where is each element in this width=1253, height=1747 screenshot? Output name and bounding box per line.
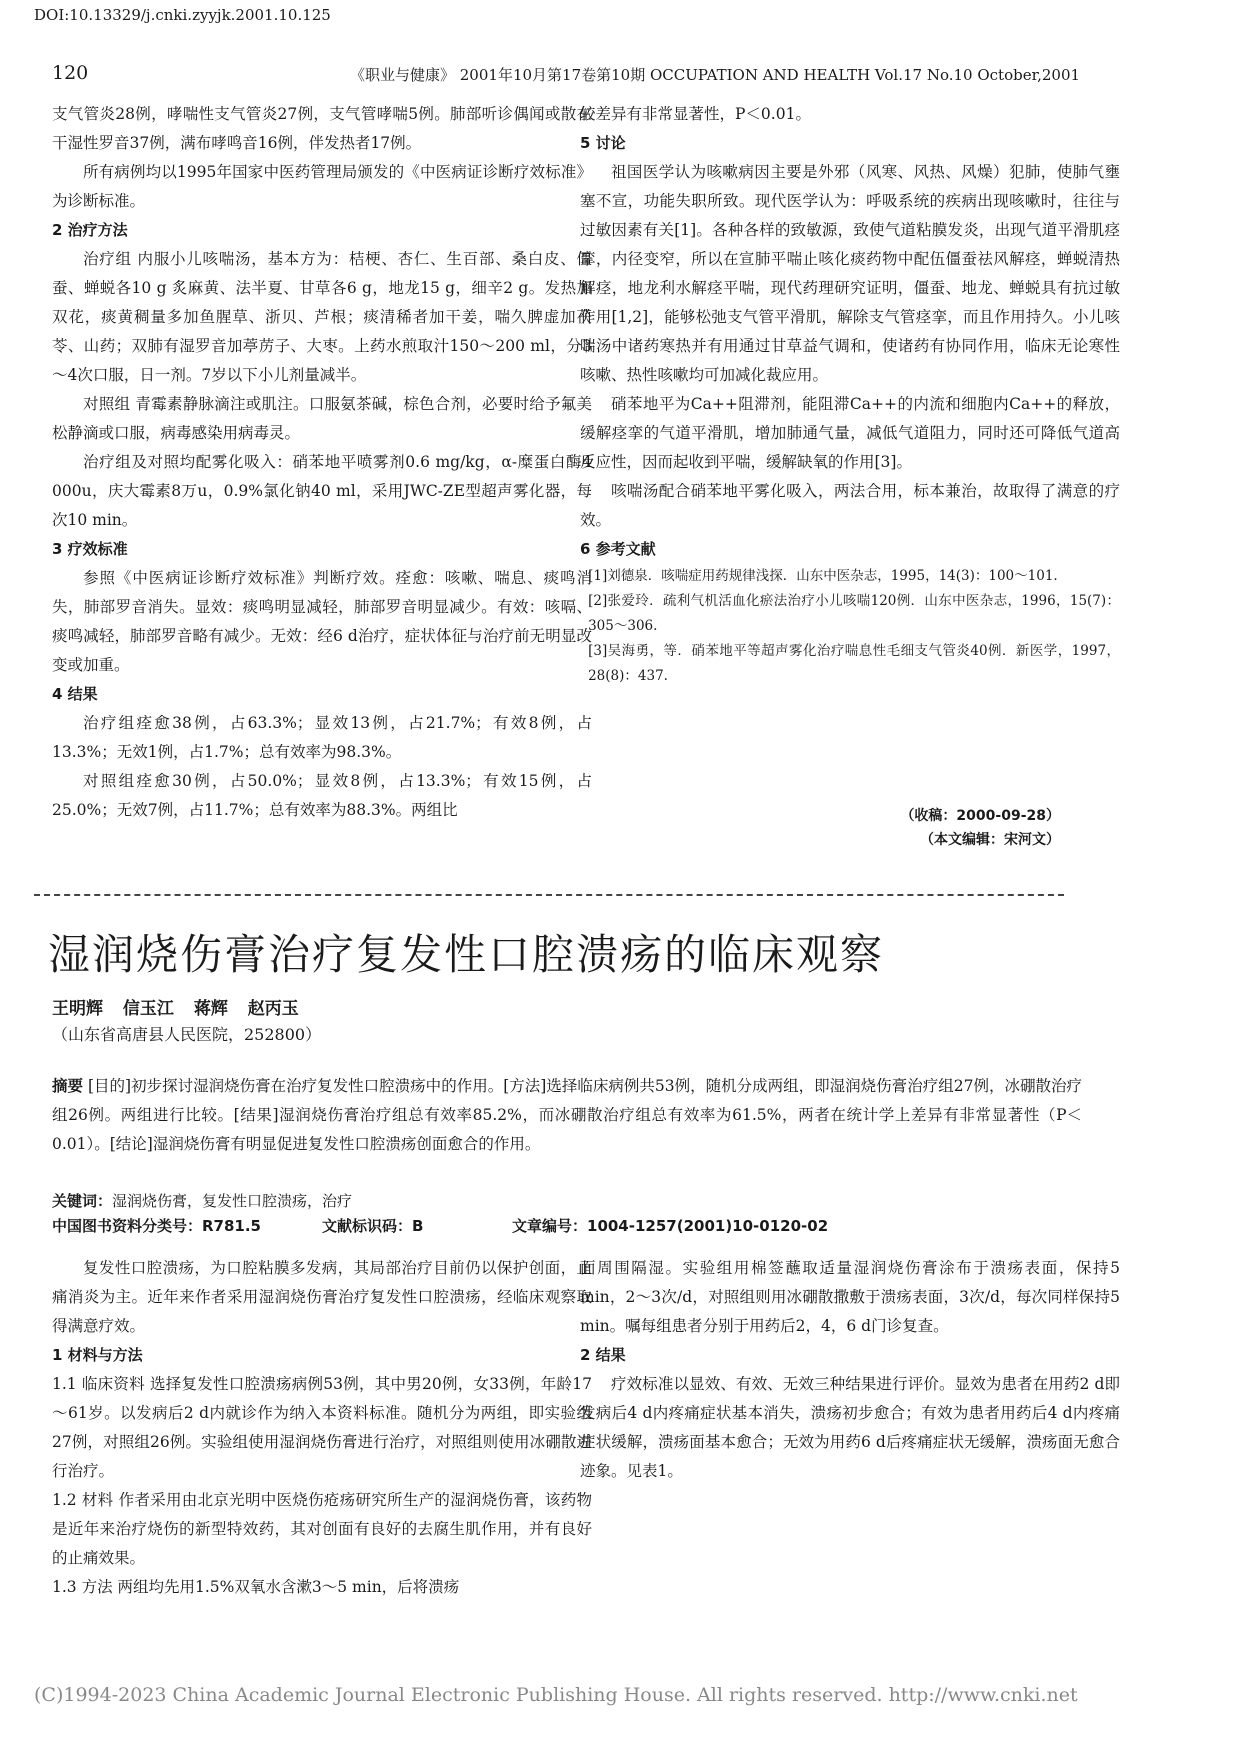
prev-article-right-column — [580, 100, 1120, 689]
abstract-text: [目的]初步探讨湿润烧伤膏在治疗复发性口腔溃疡中的作用。[方法]选择临床病例共53例，随机分成两组，即湿润烧伤膏治疗组27例，冰硼散治疗组26例。两组进行比较。[结果]湿润烧伤膏治疗组总有效率85.2%，而冰硼散治疗组总有效率为61.5%，两者在统计学上差异有非常显著性（P＜0.01）。[结论]湿润烧伤膏有明显促进复发性口腔溃疡创面愈合的作用。 — [52, 1077, 1082, 1153]
paragraph: 参照《中医病证诊断疗效标准》判断疗效。痊愈：咳嗽、喘息、痰鸣消失，肺部罗音消失。显效：痰鸣明显减轻，肺部罗音明显减少。有效：咳嗝、痰鸣减轻，肺部罗音略有减少。无效：经6 d治疗，症状体征与治疗前无明显改变或加重。 — [52, 569, 592, 674]
article-divider — [34, 894, 1064, 896]
section-heading: 4 结果 — [52, 685, 98, 703]
journal-header: 《职业与健康》 2001年10月第17卷第10期 OCCUPATION AND HEALTH Vol.17 No.10 October,2001 — [350, 66, 1081, 84]
page-number: 120 — [52, 62, 89, 84]
paragraph: 硝苯地平为Ca++阻滞剂，能阻滞Ca++的内流和细胞内Ca++的释放，缓解痉挛的气道平滑肌，增加肺通气量，减低气道阻力，同时还可降低气道高反应性，因而起收到平喘，缓解缺氧的作用[3]。 — [580, 395, 1120, 471]
paragraph: 较差异有非常显著性，P＜0.01。 — [580, 105, 811, 123]
paragraph: 对照组 青霉素静脉滴注或肌注。口服氨茶碱，棕色合剂，必要时给予氟美松静滴或口服，病毒感染用病毒灵。 — [52, 395, 592, 442]
section-heading: 1 材料与方法 — [52, 1346, 143, 1364]
paragraph: 治疗组痊愈38例，占63.3%；显效13例，占21.7%；有效8例，占13.3%；无效1例，占1.7%；总有效率为98.3%。 — [52, 714, 592, 761]
doc-code: 文献标识码：B — [322, 1217, 424, 1235]
section-heading: 6 参考文献 — [580, 540, 656, 558]
keywords-label: 关键词： — [52, 1192, 113, 1210]
clc-number: 中国图书资料分类号：R781.5 — [52, 1217, 261, 1235]
reference-item: [2]张爱玲．疏利气机活血化瘀法治疗小儿咳喘120例．山东中医杂志，1996，15(7)：305～306. — [588, 593, 1120, 634]
abstract — [52, 1072, 1082, 1159]
paragraph: 复发性口腔溃疡，为口腔粘膜多发病，其局部治疗目前仍以保护创面，止痛消炎为主。近年来作者采用湿润烧伤膏治疗复发性口腔溃疡，经临床观察取得满意疗效。 — [52, 1259, 592, 1335]
paragraph: 1.3 方法 两组均先用1.5%双氧水含漱3～5 min，后将溃疡 — [52, 1578, 460, 1596]
prev-article-left-column — [52, 100, 592, 825]
copyright-notice: (C)1994-2023 China Academic Journal Electronic Publishing House. All rights reserved. http://www.cnki.net — [34, 1684, 1078, 1706]
received-date: （收稿：2000-09-28） — [900, 808, 1060, 824]
keywords-text: 湿润烧伤膏，复发性口腔溃疡，治疗 — [112, 1192, 353, 1210]
section-heading: 5 讨论 — [580, 134, 626, 152]
paragraph: 所有病例均以1995年国家中医药管理局颁发的《中医病证诊断疗效标准》为诊断标准。 — [52, 163, 592, 210]
reference-item: [3]吴海勇，等．硝苯地平等超声雾化治疗喘息性毛细支气管炎40例．新医学，1997，28(8)：437. — [588, 643, 1120, 684]
paragraph: 祖国医学认为咳嗽病因主要是外邪（风寒、风热、风燥）犯肺，使肺气壅塞不宣，功能失职所致。现代医学认为：呼吸系统的疾病出现咳嗽时，往往与过敏因素有关[1]。各种各样的致敏源，致使气道粘膜发炎，出现气道平滑肌痉挛，内径变窄，所以在宣肺平喘止咳化痰药物中配伍僵蚕祛风解痉，蝉蜕清热解痉，地龙利水解痉平喘，现代药理研究证明，僵蚕、地龙、蝉蜕具有抗过敏作用[1,2]，能够松弛支气管平滑肌，解除支气管痉挛，而且作用持久。小儿咳喘汤中诸药寒热并有用通过甘草益气调和，使诸药有协同作用，临床无论寒性咳嗽、热性咳嗽均可加减化裁应用。 — [580, 163, 1120, 384]
affiliation: （山东省高唐县人民医院，252800） — [52, 1025, 322, 1044]
paragraph: 支气管炎28例，哮喘性支气管炎27例，支气管哮喘5例。肺部听诊偶闻或散在干湿性罗音37例，满布哮鸣音16例，伴发热者17例。 — [52, 105, 592, 152]
article-number: 文章编号：1004-1257(2001)10-0120-02 — [512, 1217, 829, 1235]
reference-item: [1]刘德泉．咳喘症用药规律浅探．山东中医杂志，1995，14(3)：100～101. — [588, 568, 1058, 584]
keywords — [52, 1190, 352, 1211]
paragraph: 咳喘汤配合硝苯地平雾化吸入，两法合用，标本兼治，故取得了满意的疗效。 — [580, 482, 1120, 529]
paragraph: 疗效标准以显效、有效、无效三种结果进行评价。显效为患者在用药2 d即发病后4 d内疼痛症状基本消失，溃疡初步愈合；有效为患者用药后4 d内疼痛症状缓解，溃疡面基本愈合；无效为用药6 d后疼痛症状无缓解，溃疡面无愈合迹象。见表1。 — [580, 1375, 1120, 1480]
authors: 王明辉 信玉江 蒋辉 赵丙玉 — [52, 999, 299, 1019]
article-left-column — [52, 1254, 592, 1602]
editor-note: （本文编辑：宋河文） — [920, 832, 1060, 848]
paragraph: 治疗组 内服小儿咳喘汤，基本方为：桔梗、杏仁、生百部、桑白皮、僵蚕、蝉蜕各10 g 炙麻黄、法半夏、甘草各6 g，地龙15 g，细辛2 g。发热加双花，痰黄稠量多加鱼腥草、浙贝、芦根；痰清稀者加干姜，喘久脾虚加茯苓、山药；双肺有湿罗音加葶苈子、大枣。上药水煎取汁150～200 ml，分3～4次口服，日一剂。7岁以下小儿剂量减半。 — [52, 250, 592, 384]
paragraph: 治疗组及对照均配雾化吸入：硝苯地平喷雾剂0.6 mg/kg，α-糜蛋白酶4 000u，庆大霉素8万u，0.9%氯化钠40 ml，采用JWC-ZE型超声雾化器，每次10 min。 — [52, 453, 592, 529]
received-date-block — [870, 804, 1060, 852]
article-title: 湿润烧伤膏治疗复发性口腔溃疡的临床观察 — [48, 930, 885, 979]
paragraph: 1.2 材料 作者采用由北京光明中医烧伤疮疡研究所生产的湿润烧伤膏，该药物是近年来治疗烧伤的新型特效药，其对创面有良好的去腐生肌作用，并有良好的止痛效果。 — [52, 1491, 592, 1567]
paragraph: 面周围隔湿。实验组用棉签蘸取适量湿润烧伤膏涂布于溃疡表面，保持5 min，2～3次/d，对照组则用冰硼散撒敷于溃疡表面，3次/d，每次同样保持5 min。嘱每组患者分别于用药后2，4，6 d门诊复查。 — [580, 1259, 1120, 1335]
section-heading: 2 治疗方法 — [52, 221, 128, 239]
doi-line: DOI:10.13329/j.cnki.zyyjk.2001.10.125 — [34, 6, 331, 24]
section-heading: 3 疗效标准 — [52, 540, 128, 558]
paragraph: 对照组痊愈30例，占50.0%；显效8例，占13.3%；有效15例，占25.0%；无效7例，占11.7%；总有效率为88.3%。两组比 — [52, 772, 592, 819]
abstract-label: 摘要 — [52, 1077, 84, 1095]
paragraph: 1.1 临床资料 选择复发性口腔溃疡病例53例，其中男20例，女33例，年龄17～61岁。以发病后2 d内就诊作为纳入本资料标准。随机分为两组，即实验组27例，对照组26例。实验组使用湿润烧伤膏进行治疗，对照组则使用冰硼散进行治疗。 — [52, 1375, 592, 1480]
article-right-column — [580, 1254, 1120, 1486]
section-heading: 2 结果 — [580, 1346, 626, 1364]
